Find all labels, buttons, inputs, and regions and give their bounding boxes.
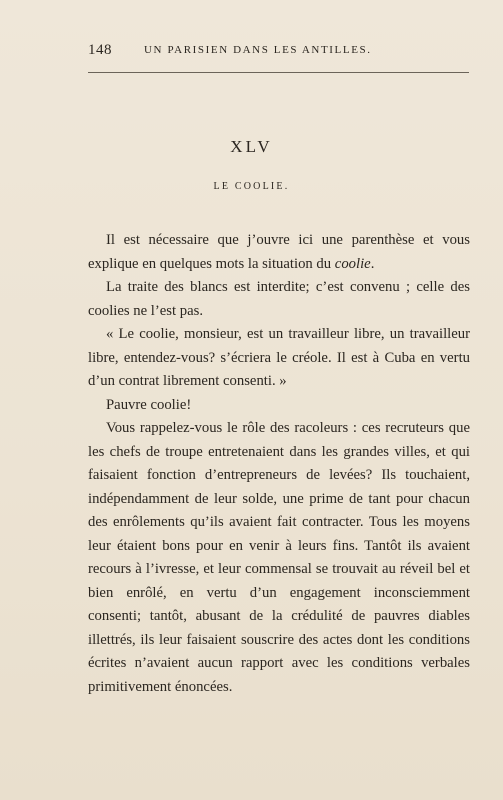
header-rule bbox=[88, 72, 469, 73]
chapter-title: LE COOLIE. bbox=[213, 181, 290, 192]
paragraph: Pauvre coolie! bbox=[106, 396, 192, 413]
page-header bbox=[88, 42, 468, 62]
chapter-number: XLV bbox=[230, 137, 273, 156]
chapter-body bbox=[88, 229, 470, 699]
emphasized-word: coolie bbox=[334, 255, 371, 272]
paragraph-text: . bbox=[370, 255, 375, 272]
paragraph: Vous rappelez-vous le rôle des racoleurs : ces recruteurs que les chefs de troupe entretenaient dans les grandes villes, et qui faisaient fonction d’entrepreneurs de levées? Ils touchaient, indépendamment de leur solde, une prime de tant pour chacun des enrôlements qu’ils avaient fait contracter. Tous les moyens leur étaient bons pour en venir à leurs fins. Tantôt ils avaient recours à l’ivresse, et leur commensal se trouvait au réveil bel et bien enrôlé, en vertu d’un engagement inconsciemment consenti; tantôt, abusant de la crédulité de pauvres diables illettrés, ils leur faisaient souscrire des actes dont les conditions écrites n’avaient aucun rapport avec les conditions verbales primitivement énoncées. bbox=[88, 420, 470, 695]
running-title: UN PARISIEN DANS LES ANTILLES. bbox=[144, 44, 372, 56]
paragraph bbox=[88, 229, 470, 276]
paragraph: La traite des blancs est interdite; c’est convenu ; celle des coolies ne l’est pas. bbox=[88, 279, 470, 319]
paragraph-text: Il est nécessaire que j’ouvre ici une parenthèse et vous explique en quelques mots la situation du bbox=[88, 232, 470, 272]
paragraph-quote: « Le coolie, monsieur, est un travailleur libre, un travailleur libre, entendez-vous? s’écriera le créole. Il est à Cuba en vertu d’un contrat librement consenti. » bbox=[88, 326, 470, 389]
page-number: 148 bbox=[88, 42, 112, 58]
